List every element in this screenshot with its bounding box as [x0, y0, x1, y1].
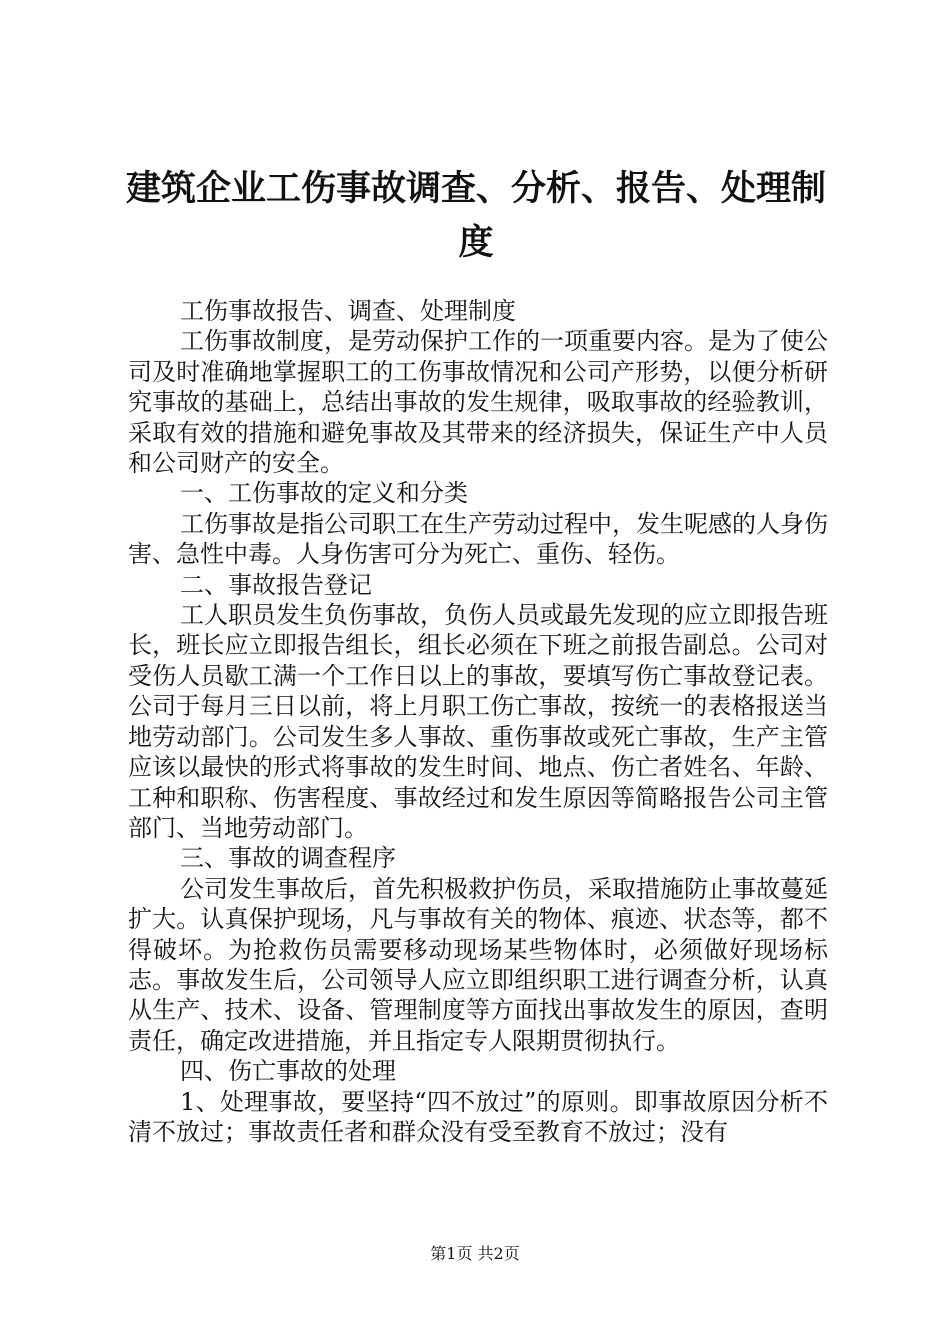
- section-heading: 工伤事故报告、调查、处理制度: [180, 297, 516, 325]
- section-heading: 一、工伤事故的定义和分类: [180, 479, 468, 508]
- section-heading: 三、事故的调查程序: [180, 844, 396, 873]
- page-footer: 第1页 共2页: [430, 1244, 520, 1263]
- body-paragraph: 公司发生事故后，首先积极救护伤员，采取措施防止事故蔓延扩大。认真保护现场，凡与事故有关的物体、痕迹、状态等，都不得破坏。为抢救伤员需要移动现场某些物体时，必须做好现场标志。事故发生后，公司领导人应立即组织职工进行调查分析，认真从生产、技术、设备、管理制度等方面找出事故发生的原因，查明责任，确定改进措施，并且指定专人限期贯彻执行。: [128, 874, 828, 1055]
- document-body: [128, 296, 828, 1147]
- body-paragraph: 工人职员发生负伤事故，负伤人员或最先发现的应立即报告班长，班长应立即报告组长，组长必须在下班之前报告副总。公司对受伤人员歇工满一个工作日以上的事故，要填写伤亡事故登记表。公司于每月三日以前，将上月职工伤亡事故，按统一的表格报送当地劳动部门。公司发生多人事故、重伤事故或死亡事故，生产主管应该以最快的形式将事故的发生时间、地点、伤亡者姓名、年龄、工种和职称、伤害程度、事故经过和发生原因等简略报告公司主管部门、当地劳动部门。: [128, 601, 828, 842]
- document-title: 建筑企业工伤事故调查、分析、报告、处理制度: [125, 168, 826, 263]
- body-paragraph: 工伤事故制度，是劳动保护工作的一项重要内容。是为了使公司及时准确地掌握职工的工伤事故情况和公司产形势，以便分析研究事故的基础上，总结出事故的发生规律，吸取事故的经验教训，采取有效的措施和避免事故及其带来的经济损失，保证生产中人员和公司财产的安全。: [128, 327, 828, 478]
- body-paragraph: 工伤事故是指公司职工在生产劳动过程中，发生呢感的人身伤害、急性中毒。人身伤害可分为死亡、重伤、轻伤。: [128, 509, 828, 569]
- section-heading: 二、事故报告登记: [180, 570, 372, 599]
- section-heading: 四、伤亡事故的处理: [180, 1057, 396, 1086]
- body-paragraph: 1、处理事故，要坚持“四不放过”的原则。即事故原因分析不清不放过；事故责任者和群众没有受至教育不放过；没有: [128, 1087, 828, 1146]
